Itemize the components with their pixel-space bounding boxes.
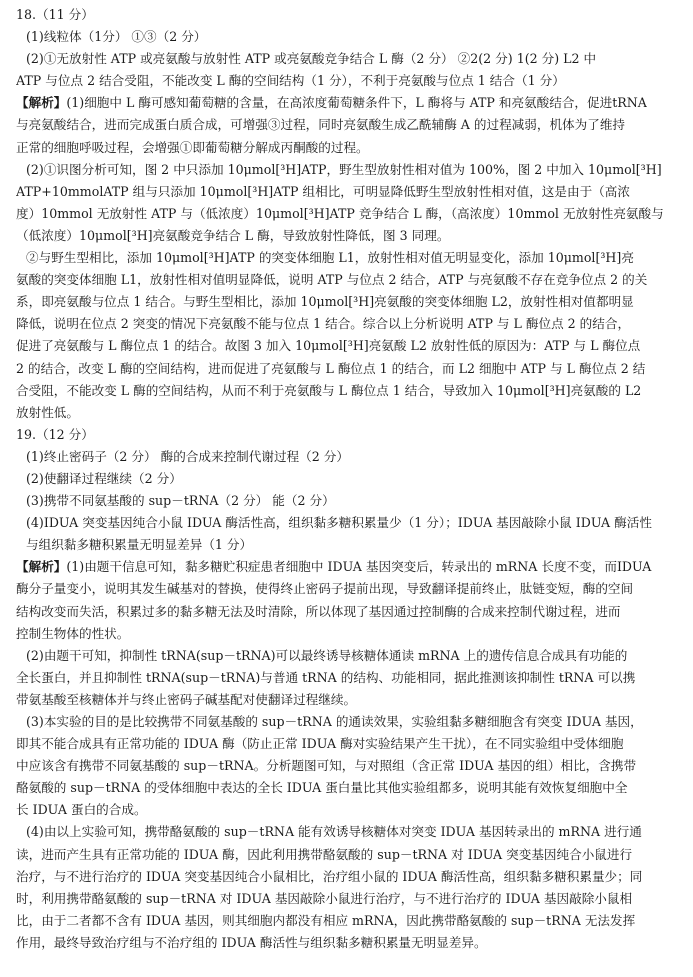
text-line: 控制生物体的性状。	[16, 625, 130, 641]
text-line: 放射性低。	[16, 404, 79, 420]
text-line: 比，由于二者都不含有 IDUA 基因，则其细胞内都没有相应 mRNA，因此携带酪氨酸的 sup－tRNA 无法发挥	[16, 912, 636, 928]
text-line: 【解析】(1)由题干信息可知，黏多糖贮积症患者细胞中 IDUA 基因突变后，转录出的 mRNA 长度不变，而IDUA	[16, 559, 652, 575]
text-line: 18.（11 分）	[16, 7, 94, 22]
text-line: (2)使翻译过程继续（2 分）	[26, 470, 182, 486]
analysis-tag: 【解析】	[16, 95, 67, 111]
text-line: 即其不能合成具有正常功能的 IDUA 酶（防止正常 IDUA 酶对实验结果产生干扰），在不同实验组中受体细胞	[16, 736, 624, 752]
analysis-tag: 【解析】	[16, 559, 67, 575]
text-line: 读，进而产生具有正常功能的 IDUA 酶，因此利用携带酪氨酸的 sup－tRNA 对 IDUA 突变基因纯合小鼠进行	[16, 846, 633, 862]
text-line: 酶分子量变小，说明其发生碱基对的替换，使得终止密码子提前出现，导致翻译提前终止，肽链变短，酶的空间	[16, 581, 634, 597]
text-line: (2)①识图分析可知，图 2 中只添加 10μmol[³H]ATP，野生型放射性相对值为 100%，图 2 中加入 10μmol[³H]	[26, 161, 662, 177]
text-line: (2)①无放射性 ATP 或亮氨酸与放射性 ATP 或亮氨酸竞争结合 L 酶（2 分） ②2(2 分) 1(2 分) L2 中	[26, 51, 597, 67]
text-line: 合受阻，不能改变 L 酶的空间结构，从而不利于亮氨酸与 L 酶位点 1 结合，导致加入 10μmol[³H]亮氨酸的 L2	[16, 382, 642, 398]
text-line: 【解析】(1)细胞中 L 酶可感知葡萄糖的含量，在高浓度葡萄糖条件下，L 酶将与 ATP 和亮氨酸结合，促进tRNA	[16, 95, 647, 111]
text-line: 与组织黏多糖积累量无明显差异（1 分）	[26, 537, 253, 553]
text-line: 降低，说明在位点 2 突变的情况下亮氨酸不能与位点 1 结合。综合以上分析说明 ATP 与 L 酶位点 2 的结合，	[16, 316, 631, 332]
text-line: 中应该含有携带不同氨基酸的 sup－tRNA。分析题图可知，与对照组（含正常 IDUA 基因的组）相比，含携带	[16, 758, 637, 774]
text-line: 氨酸的突变体细胞 L1，放射性相对值明显降低，说明 ATP 与位点 2 结合，ATP 与亮氨酸不存在竞争位点 2 的关	[16, 272, 648, 288]
text-line: 度）10mmol 无放射性 ATP 与（低浓度）10μmol[³H]ATP 竞争结合 L 酶，（高浓度）10mmol 无放射性亮氨酸与	[16, 205, 664, 221]
text-line: 全长蛋白，并且抑制性 tRNA(sup－tRNA)与普通 tRNA 的结构、功能相同，据此推测该抑制性 tRNA 可以携	[16, 669, 636, 685]
text-line: 结构改变而失活，积累过多的黏多糖无法及时清除，所以体现了基因通过控制酶的合成来控制代谢过程，进而	[16, 603, 621, 619]
text-line: (4)由以上实验可知，携带酪氨酸的 sup－tRNA 能有效诱导核糖体对突变 IDUA 基因转录出的 mRNA 进行通	[26, 824, 642, 840]
text-line: (2)由题干可知，抑制性 tRNA(sup－tRNA)可以最终诱导核糖体通读 mRNA 上的遗传信息合成具有功能的	[26, 647, 628, 663]
text-line: 时，利用携带酪氨酸的 sup－tRNA 对 IDUA 基因敲除小鼠进行治疗，与不进行治疗的 IDUA 基因敲除小鼠相	[16, 890, 633, 906]
text-line: 19.（12 分）	[16, 426, 94, 442]
text-line: 带氨基酸至核糖体并与终止密码子碱基配对使翻译过程继续。	[16, 691, 357, 707]
text-line: (1)线粒体（1分） ①③（2 分）	[26, 29, 207, 45]
text-line: 促进了亮氨酸与 L 酶位点 1 的结合。故图 3 加入 10μmol[³H]亮氨酸 L2 放射性低的原因为：ATP 与 L 酶位点	[16, 338, 641, 354]
text-line: (1)终止密码子（2 分） 酶的合成来控制代谢过程（2 分）	[26, 448, 349, 464]
text-line: ATP 与位点 2 结合受阻，不能改变 L 酶的空间结构（1 分），不利于亮氨酸与位点 1 结合（1 分）	[16, 73, 565, 89]
text-line: 2 的结合，改变 L 酶的空间结构，进而促进了亮氨酸与 L 酶位点 1 的结合，而 L2 细胞中 ATP 与 L 酶位点 2 结	[16, 360, 646, 376]
text-line: 作用，最终导致治疗组与不治疗组的 IDUA 酶活性与组织黏多糖积累量无明显差异。	[16, 934, 487, 950]
text-line: (3)携带不同氨基酸的 sup－tRNA（2 分） 能（2 分）	[26, 493, 335, 509]
text-line: 长 IDUA 蛋白的合成。	[16, 802, 147, 818]
text-line: 酪氨酸的 sup－tRNA 的受体细胞中表达的全长 IDUA 蛋白量比其他实验组都多，说明其能有效恢复细胞中全	[16, 780, 628, 796]
text-line: ATP+10mmolATP 组与只添加 10μmol[³H]ATP 组相比，可明显降低野生型放射性相对值，这是由于（高浓	[16, 183, 630, 199]
text-line: (4)IDUA 突变基因纯合小鼠 IDUA 酶活性高，组织黏多糖积累量少（1 分）；IDUA 基因敲除小鼠 IDUA 酶活性	[26, 515, 652, 531]
text-line: （低浓度）10μmol[³H]亮氨酸竞争结合 L 酶，导致放射性降低，图 3 同理。	[16, 227, 450, 243]
text-line: 系，即亮氨酸与位点 1 结合。与野生型相比，添加 10μmol[³H]亮氨酸的突变体细胞 L2，放射性相对值都明显	[16, 294, 634, 310]
text-line: (3)本实验的目的是比较携带不同氨基酸的 sup－tRNA 的通读效果，实验组黏多糖细胞含有突变 IDUA 基因，	[26, 714, 643, 729]
text-line: 治疗，与不进行治疗的 IDUA 突变基因纯合小鼠相比，治疗组小鼠的 IDUA 酶活性高，组织黏多糖积累量少；同	[16, 868, 643, 884]
text-line: ②与野生型相比，添加 10μmol[³H]ATP 的突变体细胞 L1，放射性相对值无明显变化，添加 10μmol[³H]亮	[26, 250, 634, 266]
text-line: 与亮氨酸结合，进而完成蛋白质合成，可增强③过程，同时亮氨酸生成乙酰辅酶 A 的过程减弱，机体为了维持	[16, 117, 626, 133]
text-line: 正常的细胞呼吸过程，会增强①即葡萄糖分解成丙酮酸的过程。	[16, 139, 369, 155]
